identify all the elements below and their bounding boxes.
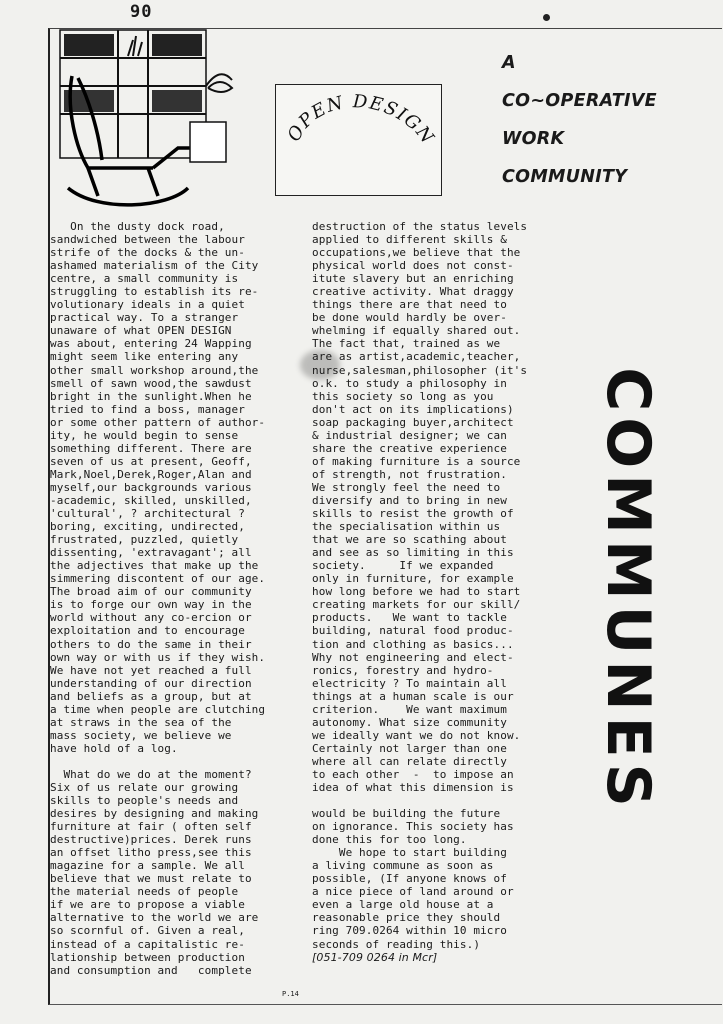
article-column-1 xyxy=(50,220,282,977)
text-line: is to forge our own way in the xyxy=(50,598,252,612)
text-line: even a large old house at a xyxy=(312,898,494,912)
text-line: magazine for a sample. We all xyxy=(50,859,245,873)
text-line: skills to people's needs and xyxy=(50,794,239,808)
text-line: a nice piece of land around or xyxy=(312,885,514,899)
text-line: centre, a small community is xyxy=(50,272,239,286)
text-line: diversify and to bring in new xyxy=(312,493,507,507)
text-line: we ideally want we do not know. xyxy=(312,728,521,742)
text-line: criterion. We want maximum xyxy=(312,702,507,716)
text-line: frustrated, puzzled, quietly xyxy=(50,533,239,547)
text-line: boring, exciting, undirected, xyxy=(50,520,245,534)
text-line: the material needs of people xyxy=(50,885,239,899)
page-reference: P.14 xyxy=(282,990,299,998)
text-line: to each other - to impose an xyxy=(312,767,514,781)
text-line: The fact that, trained as we xyxy=(312,337,501,351)
text-line: dissenting, 'extravagant'; all xyxy=(50,546,252,560)
text-line: destructive)prices. Derek runs xyxy=(50,833,252,847)
text-line: have hold of a log. xyxy=(50,741,178,755)
text-line: furniture at fair ( often self xyxy=(50,820,252,834)
text-line: own way or with us if they wish. xyxy=(50,650,266,664)
text-line: bright in the sunlight.When he xyxy=(50,389,252,403)
heading-line: WORK xyxy=(502,129,565,149)
text-line: don't act on its implications) xyxy=(312,402,514,416)
text-line: physical world does not const- xyxy=(312,259,514,273)
text-line: Mark,Noel,Derek,Roger,Alan and xyxy=(50,467,252,481)
text-line: tried to find a boss, manager xyxy=(50,402,245,416)
text-line: something different. There are xyxy=(50,441,252,455)
text-line: creative activity. What draggy xyxy=(312,285,514,299)
text-line: The broad aim of our community xyxy=(50,585,252,599)
text-line: struggling to establish its re- xyxy=(50,285,259,299)
text-line: tion and clothing as basics... xyxy=(312,637,514,651)
paragraph-gap xyxy=(50,755,282,768)
text-line: simmering discontent of our age. xyxy=(50,572,266,586)
text-line: practical way. To a stranger xyxy=(50,311,239,325)
text-line: seconds of reading this.) xyxy=(312,937,481,951)
text-line: autonomy. What size community xyxy=(312,715,507,729)
text-line: creating markets for our skill/ xyxy=(312,598,521,612)
heading-line: A xyxy=(502,53,516,73)
text-line: itute slavery but an enriching xyxy=(312,272,514,286)
side-title-text: COMMUNES xyxy=(593,367,663,813)
text-line: desires by designing and making xyxy=(50,807,259,821)
text-line: instead of a capitalistic re- xyxy=(50,937,245,951)
text-line: possible, (If anyone knows of xyxy=(312,872,507,886)
text-line: of making furniture is a source xyxy=(312,454,521,468)
text-line: soap packaging buyer,architect xyxy=(312,415,514,429)
text-line: ity, he would begin to sense xyxy=(50,428,239,442)
text-line: and see as so limiting in this xyxy=(312,546,514,560)
text-line: so scornful of. Given a real, xyxy=(50,924,245,938)
handwritten-phone-note: [051-709 0264 in Mcr] xyxy=(312,950,438,964)
text-line: skills to resist the growth of xyxy=(312,507,514,521)
text-line: be done would hardly be over- xyxy=(312,311,507,325)
text-line: ashamed materialism of the City xyxy=(50,259,259,273)
text-line: are as artist,academic,teacher, xyxy=(312,350,521,364)
text-line: applied to different skills & xyxy=(312,233,507,247)
text-line: & industrial designer; we can xyxy=(312,428,507,442)
text-line: at straws in the sea of the xyxy=(50,715,232,729)
text-line: that we are so scathing about xyxy=(312,533,507,547)
text-line: only in furniture, for example xyxy=(312,572,514,586)
text-line: destruction of the status levels xyxy=(312,220,528,233)
text-line: if we are to propose a viable xyxy=(50,898,245,912)
text-line: occupations,we believe that the xyxy=(312,246,521,260)
text-line: products. We want to tackle xyxy=(312,611,507,625)
text-line: believe that we must relate to xyxy=(50,872,252,886)
open-design-logo xyxy=(275,84,442,196)
text-line: this society so long as you xyxy=(312,389,494,403)
text-line: the specialisation within us xyxy=(312,520,501,534)
ink-speck xyxy=(543,14,550,21)
text-line: a time when people are clutching xyxy=(50,702,266,716)
text-line: exploitation and to encourage xyxy=(50,624,245,638)
article-heading xyxy=(502,44,657,196)
text-line: building, natural food produc- xyxy=(312,624,514,638)
text-line: was about, entering 24 Wapping xyxy=(50,337,252,351)
text-line: myself,our backgrounds various xyxy=(50,480,252,494)
text-line: would be building the future xyxy=(312,807,501,821)
text-line: other small workshop around,the xyxy=(50,363,259,377)
text-line: a living commune as soon as xyxy=(312,859,494,873)
article-column-2 xyxy=(312,220,548,964)
text-line: We strongly feel the need to xyxy=(312,480,501,494)
text-line: or some other pattern of author- xyxy=(50,415,266,429)
text-line: On the dusty dock road, xyxy=(50,220,225,233)
text-line: and consumption and complete xyxy=(50,963,252,977)
heading-line: COMMUNITY xyxy=(502,167,628,187)
text-line: society. If we expanded xyxy=(312,559,494,573)
text-line: -academic, skilled, unskilled, xyxy=(50,493,252,507)
text-line: We have not yet reached a full xyxy=(50,663,252,677)
text-line: done this for too long. xyxy=(312,833,467,847)
text-line: might seem like entering any xyxy=(50,350,239,364)
furniture-illustration xyxy=(58,28,238,210)
communes-side-title xyxy=(588,345,668,835)
text-line: and beliefs as a group, but at xyxy=(50,689,252,703)
text-line: electricity ? To maintain all xyxy=(312,676,507,690)
text-line: strife of the docks & the un- xyxy=(50,246,245,260)
svg-text:OPEN DESIGN xyxy=(284,91,439,148)
text-line: Why not engineering and elect- xyxy=(312,650,514,664)
text-line: 'cultural', ? architectural ? xyxy=(50,507,245,521)
text-line: whelming if equally shared out. xyxy=(312,324,521,338)
text-line: of strength, not frustration. xyxy=(312,467,507,481)
text-line: alternative to the world we are xyxy=(50,911,259,925)
text-line: things at a human scale is our xyxy=(312,689,514,703)
text-line: where all can relate directly xyxy=(312,754,507,768)
text-line: nurse,salesman,philosopher (it's xyxy=(312,363,528,377)
page-number: 90 xyxy=(130,2,153,22)
text-line: Certainly not larger than one xyxy=(312,741,507,755)
text-line: ronics, forestry and hydro- xyxy=(312,663,494,677)
text-line: on ignorance. This society has xyxy=(312,820,514,834)
text-line: the adjectives that make up the xyxy=(50,559,259,573)
text-line: seven of us at present, Geoff, xyxy=(50,454,252,468)
paragraph-gap xyxy=(312,794,548,807)
text-line: Six of us relate our growing xyxy=(50,780,239,794)
text-line: We hope to start building xyxy=(312,846,507,860)
text-line: understanding of our direction xyxy=(50,676,252,690)
text-line: reasonable price they should xyxy=(312,911,501,925)
text-line: things there are that need to xyxy=(312,298,507,312)
text-line: an offset litho press,see this xyxy=(50,846,252,860)
text-line: share the creative experience xyxy=(312,441,507,455)
ink-smudge xyxy=(300,350,340,380)
text-line: others to do the same in their xyxy=(50,637,252,651)
text-line: volutionary ideals in a quiet xyxy=(50,298,245,312)
text-line: idea of what this dimension is xyxy=(312,781,514,795)
text-line: o.k. to study a philosophy in xyxy=(312,376,507,390)
text-line: world without any co-ercion or xyxy=(50,611,252,625)
text-line: unaware of what OPEN DESIGN xyxy=(50,324,232,338)
text-line: lationship between production xyxy=(50,950,245,964)
heading-line: CO~OPERATIVE xyxy=(502,91,657,111)
logo-text: OPEN DESIGN xyxy=(283,91,439,149)
text-line: how long before we had to start xyxy=(312,585,521,599)
text-line: What do we do at the moment? xyxy=(50,767,252,781)
text-line: ring 709.0264 within 10 micro xyxy=(312,924,507,938)
text-line: mass society, we believe we xyxy=(50,728,232,742)
text-line: sandwiched between the labour xyxy=(50,233,245,247)
text-line: smell of sawn wood,the sawdust xyxy=(50,376,252,390)
